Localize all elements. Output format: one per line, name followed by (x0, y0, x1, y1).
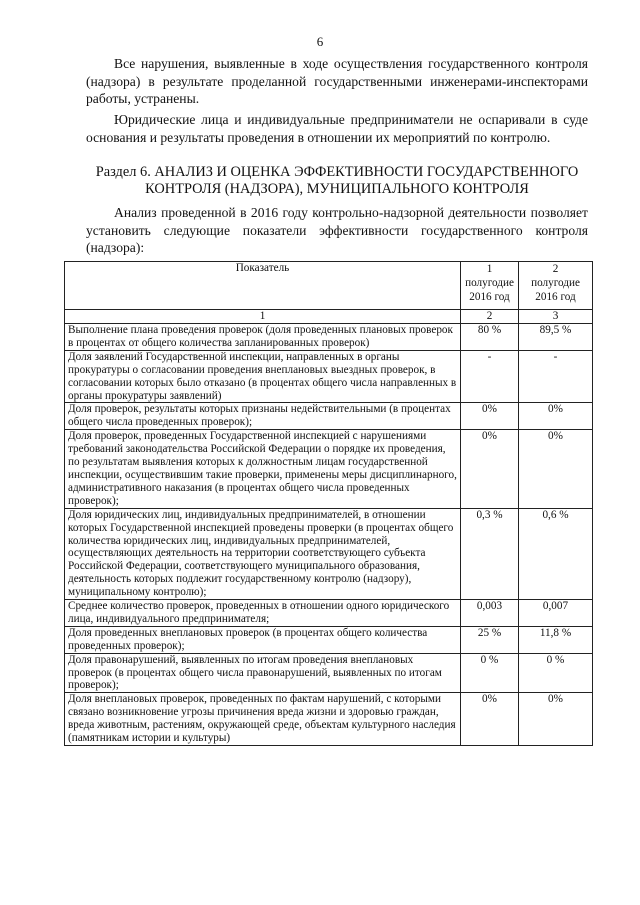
paragraph-analysis-intro: Анализ проведенной в 2016 году контрольно-надзорной деятельности позволяет установить следующие показатели эффективности государственного контроля (надзора): (86, 205, 588, 256)
indicator-name: Доля внеплановых проверок, проведенных по фактам нарушений, с которыми связано возникновение угрозы причинения вреда жизни и здоровью граждан, вреда животным, растениям, окружающей среде, объектам культурного наследия (памятникам истории и культуры) (65, 693, 461, 746)
table-row (65, 600, 593, 627)
section-heading (80, 164, 594, 198)
header-half2-year: 2016 год (535, 291, 576, 303)
header-half2-label: полугодие (531, 277, 580, 289)
value-half2: 89,5 % (519, 324, 593, 351)
indicators-table (64, 261, 593, 746)
header-half1-num: 1 (486, 263, 493, 275)
section-heading-line2: КОНТРОЛЯ (НАДЗОРА), МУНИЦИПАЛЬНОГО КОНТРОЛЯ (145, 181, 529, 197)
numbering-cell: 1 (65, 310, 461, 324)
header-half2-num: 2 (552, 263, 559, 275)
paragraph-no-disputes: Юридические лица и индивидуальные предприниматели не оспаривали в суде основания и результаты проведения в отношении их мероприятий по контролю. (86, 112, 588, 145)
indicator-name: Доля проведенных внеплановых проверок (в процентах общего количества проведенных проверок); (65, 626, 461, 653)
page-number: 6 (316, 34, 324, 49)
paragraph-violations-resolved: Все нарушения, выявленные в ходе осуществления государственного контроля (надзора) в результате проделанной государственными инженерами-инспекторами работы, устранены. (86, 56, 588, 107)
header-indicator: Показатель (65, 262, 461, 310)
numbering-cell: 2 (461, 310, 519, 324)
value-half1: 0 % (461, 653, 519, 693)
numbering-cell: 3 (519, 310, 593, 324)
header-half1 (461, 262, 519, 310)
header-half1-year: 2016 год (469, 291, 510, 303)
table-header-row (65, 262, 593, 310)
table-row (65, 350, 593, 403)
section-heading-line1: Раздел 6. АНАЛИЗ И ОЦЕНКА ЭФФЕКТИВНОСТИ ГОСУДАРСТВЕННОГО (95, 164, 579, 180)
table-row (65, 626, 593, 653)
value-half1: 80 % (461, 324, 519, 351)
table-row (65, 693, 593, 746)
header-half2 (519, 262, 593, 310)
table-row (65, 430, 593, 508)
value-half2: 11,8 % (519, 626, 593, 653)
indicator-name: Доля проверок, результаты которых признаны недействительными (в процентах общего числа проведенных проверок); (65, 403, 461, 430)
value-half1: 0% (461, 403, 519, 430)
table-row (65, 653, 593, 693)
table-numbering-row (65, 310, 593, 324)
table-row (65, 508, 593, 599)
value-half1: 0,003 (461, 600, 519, 627)
header-half1-label: полугодие (465, 277, 514, 289)
table-row (65, 324, 593, 351)
indicator-name: Доля проверок, проведенных Государственной инспекцией с нарушениями требований законодательства Российской Федерации о порядке их проведения, по результатам выявления которых к должностным лицам государственной инспекции, осуществившим такие проверки, применены меры дисциплинарного, административного наказания (в процентах общего числа проведенных проверок); (65, 430, 461, 508)
table-row (65, 403, 593, 430)
value-half1: 0% (461, 693, 519, 746)
indicator-name: Доля юридических лиц, индивидуальных предпринимателей, в отношении которых Государственной инспекцией проведены проверки (в процентах общего количества юридических лиц, индивидуальных предпринимателей, осуществляющих деятельность на территории соответствующего субъекта Российской Федерации, соответствующего муниципального образования, деятельность которых подлежит государственному контролю (надзору), муниципальному контролю); (65, 508, 461, 599)
value-half2: 0% (519, 430, 593, 508)
value-half2: 0,6 % (519, 508, 593, 599)
indicator-name: Среднее количество проверок, проведенных в отношении одного юридического лица, индивидуального предпринимателя; (65, 600, 461, 627)
value-half1: 0% (461, 430, 519, 508)
indicator-name: Доля заявлений Государственной инспекции, направленных в органы прокуратуры о согласовании проведения внеплановых выездных проверок, в согласовании которых было отказано (в процентах общего числа направленных в органы прокуратуры заявлений) (65, 350, 461, 403)
value-half2: - (519, 350, 593, 403)
value-half2: 0 % (519, 653, 593, 693)
value-half2: 0,007 (519, 600, 593, 627)
value-half2: 0% (519, 693, 593, 746)
value-half1: 25 % (461, 626, 519, 653)
value-half1: 0,3 % (461, 508, 519, 599)
value-half2: 0% (519, 403, 593, 430)
indicator-name: Выполнение плана проведения проверок (доля проведенных плановых проверок в процентах от общего количества запланированных проверок) (65, 324, 461, 351)
indicator-name: Доля правонарушений, выявленных по итогам проведения внеплановых проверок (в процентах общего числа правонарушений, выявленных по итогам проверок); (65, 653, 461, 693)
value-half1: - (461, 350, 519, 403)
